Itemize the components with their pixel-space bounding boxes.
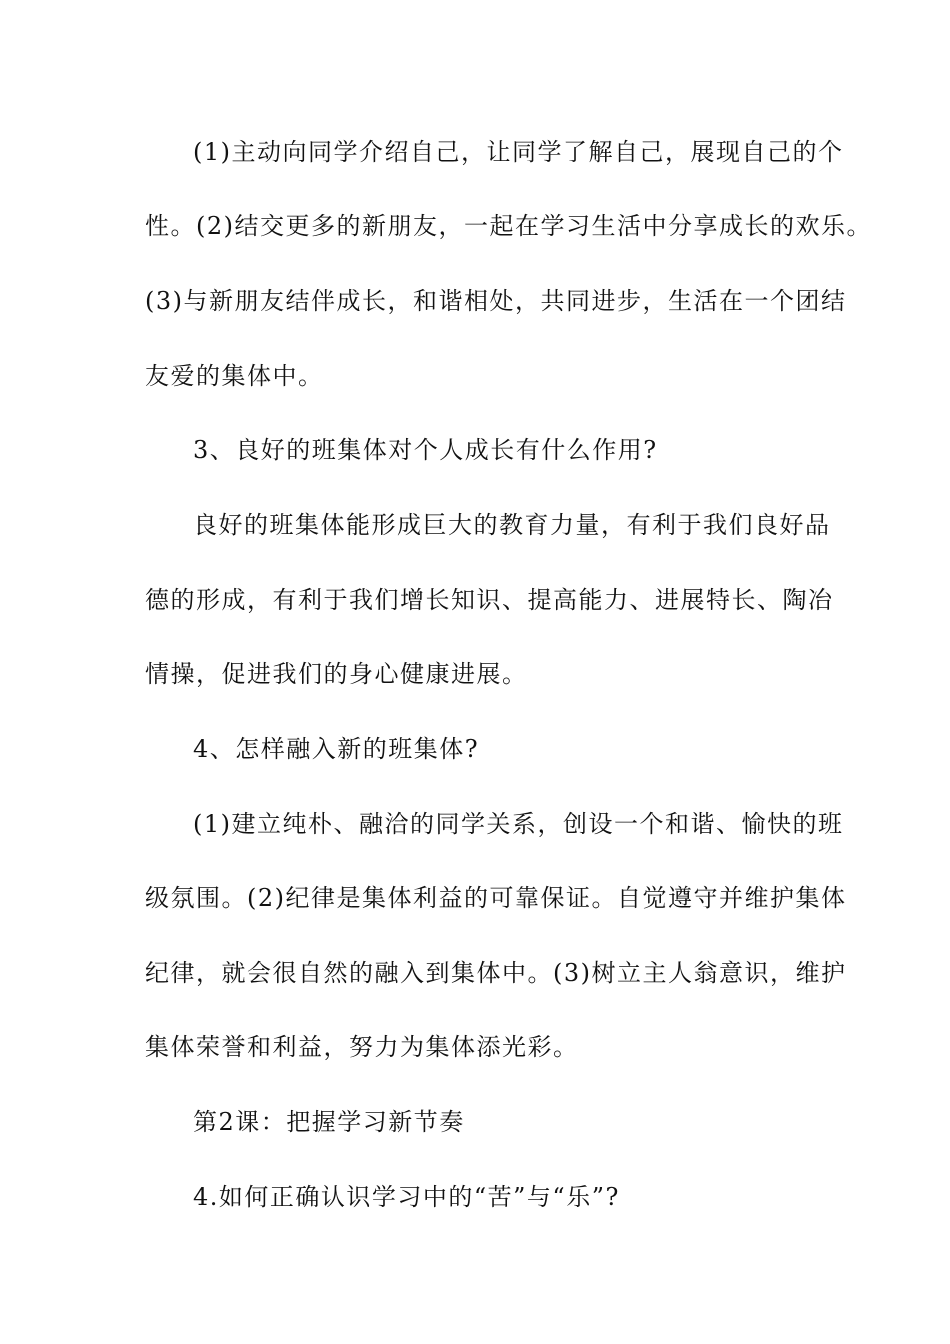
text-line: (3)与新朋友结伴成长，和谐相处，共同进步，生活在一个团结 bbox=[145, 287, 847, 315]
text-line: 情操，促进我们的身心健康进展。 bbox=[145, 660, 528, 688]
text-line: 集体荣誉和利益，努力为集体添光彩。 bbox=[145, 1033, 579, 1061]
text-line: 纪律，就会很自然的融入到集体中。(3)树立主人翁意识，维护 bbox=[145, 959, 847, 987]
text-line: (1)建立纯朴、融洽的同学关系，创设一个和谐、愉快的班 bbox=[193, 810, 844, 838]
lesson-heading: 第2课：把握学习新节奏 bbox=[193, 1108, 465, 1136]
section-heading: 4、怎样融入新的班集体? bbox=[193, 735, 480, 763]
text-line: 良好的班集体能形成巨大的教育力量，有利于我们良好品 bbox=[193, 511, 831, 539]
section-heading: 3、良好的班集体对个人成长有什么作用? bbox=[193, 436, 658, 464]
question-heading: 4.如何正确认识学习中的“苦”与“乐”? bbox=[193, 1183, 620, 1211]
text-line: 性。(2)结交更多的新朋友，一起在学习生活中分享成长的欢乐。 bbox=[145, 212, 872, 240]
text-line: (1)主动向同学介绍自己，让同学了解自己，展现自己的个 bbox=[193, 138, 844, 166]
text-line: 友爱的集体中。 bbox=[145, 362, 324, 390]
text-line: 德的形成，有利于我们增长知识、提高能力、进展特长、陶冶 bbox=[145, 586, 834, 614]
text-line: 级氛围。(2)纪律是集体利益的可靠保证。自觉遵守并维护集体 bbox=[145, 884, 847, 912]
